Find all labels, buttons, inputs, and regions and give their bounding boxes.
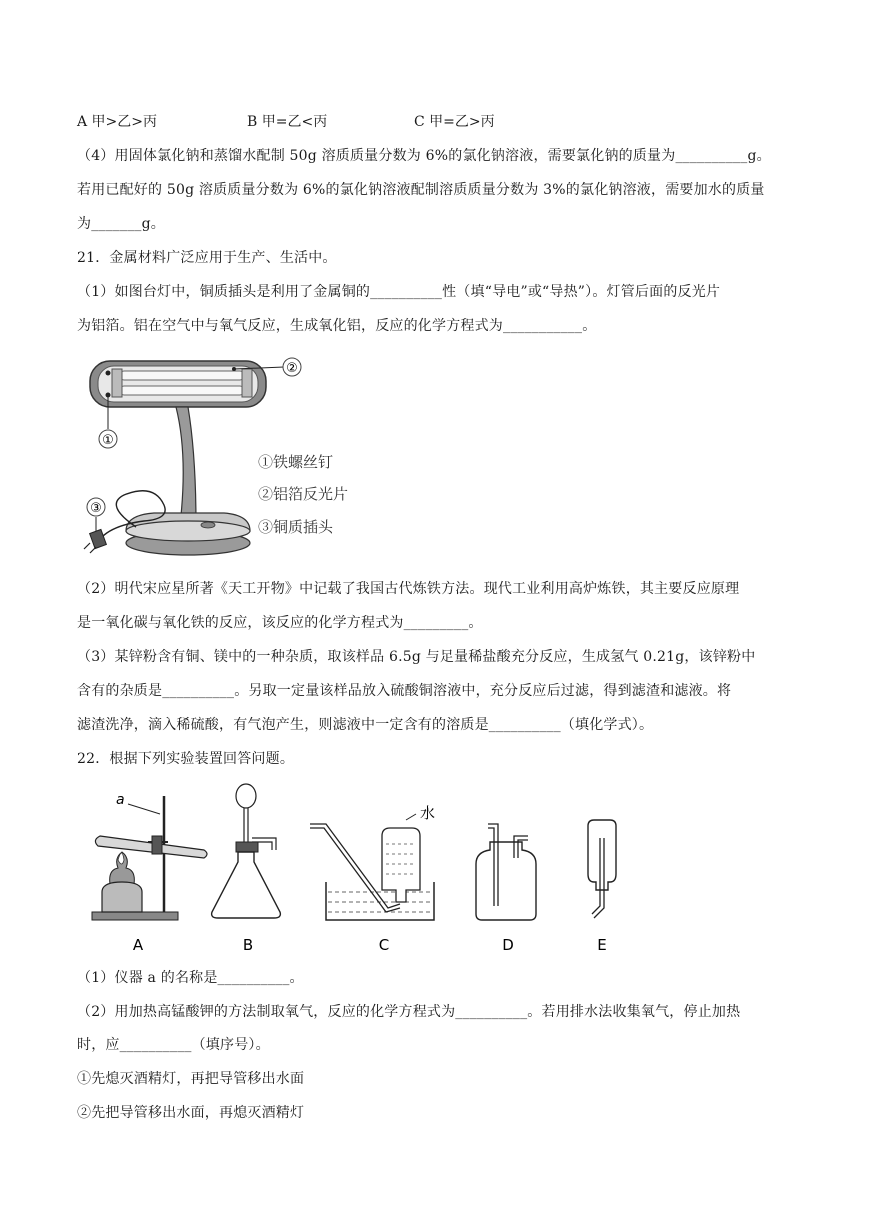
q20-part4-line3: 为_______g。	[77, 216, 165, 232]
q20-option-a: A 甲>乙>丙	[77, 114, 158, 130]
apparatus-e	[588, 820, 616, 954]
q20-option-c: C 甲=乙>丙	[414, 114, 495, 130]
q21-part2-line2: 是一氧化碳与氧化铁的反应，该反应的化学方程式为_________。	[77, 615, 483, 631]
apparatus-d	[476, 824, 536, 954]
q21-title: 21．金属材料广泛应用于生产、生活中。	[77, 250, 337, 266]
q20-part4-line2: 若用已配好的 50g 溶质质量分数为 6%的氯化钠溶液配制溶质质量分数为 3%的氯化钠溶液，需要加水的质量	[77, 182, 765, 198]
lab-apparatus-figure	[88, 778, 648, 958]
lamp-marker-3: ③	[90, 501, 102, 516]
q22-choice-2: ②先把导管移出水面，再熄灭酒精灯	[77, 1105, 305, 1121]
q22-part2-line2: 时，应__________（填序号）。	[77, 1037, 270, 1053]
apparatus-b	[212, 784, 281, 954]
q22-title: 22．根据下列实验装置回答问题。	[77, 751, 295, 767]
desk-lamp-figure	[84, 355, 364, 565]
apparatus-c	[310, 804, 435, 954]
q21-part3-line2: 含有的杂质是__________。另取一定量该样品放入硫酸铜溶液中，充分反应后过滤，得到滤渣和滤液。将	[77, 683, 732, 699]
label-apparatus-B: B	[242, 936, 254, 954]
q21-part3-line1: （3）某锌粉含有铜、镁中的一种杂质，取该样品 6.5g 与足量稀盐酸充分反应，生成氢气 0.21g，该锌粉中	[77, 649, 756, 665]
label-water: 水	[420, 804, 436, 822]
q20-option-b: B 甲=乙<丙	[247, 114, 328, 130]
label-instrument-a: a	[116, 792, 125, 808]
lamp-legend-2: ②铝箔反光片	[258, 485, 349, 503]
q22-part1: （1）仪器 a 的名称是__________。	[77, 970, 304, 986]
lamp-legend-3: ③铜质插头	[258, 518, 334, 536]
label-apparatus-C: C	[378, 936, 390, 954]
lamp-marker-1: ①	[102, 433, 114, 448]
apparatus-a	[92, 792, 207, 954]
q21-part3-line3: 滤渣洗净，滴入稀硫酸，有气泡产生，则滤液中一定含有的溶质是__________（填化学式）。	[77, 717, 654, 733]
label-apparatus-E: E	[597, 936, 607, 954]
q21-part2-line1: （2）明代宋应星所著《天工开物》中记载了我国古代炼铁方法。现代工业利用高炉炼铁，其主要反应原理	[77, 581, 740, 597]
q20-part4-line1: （4）用固体氯化钠和蒸馏水配制 50g 溶质质量分数为 6%的氯化钠溶液，需要氯化钠的质量为__________g。	[77, 148, 771, 164]
q22-part2-line1: （2）用加热高锰酸钾的方法制取氧气，反应的化学方程式为__________。若用排水法收集氧气，停止加热	[77, 1004, 741, 1020]
label-apparatus-D: D	[502, 936, 514, 954]
label-apparatus-A: A	[132, 936, 144, 954]
q21-part1-line1: （1）如图台灯中，铜质插头是利用了金属铜的__________性（填“导电”或“导热”）。灯管后面的反光片	[77, 284, 721, 300]
q21-part1-line2: 为铝箔。铝在空气中与氧气反应，生成氧化铝，反应的化学方程式为___________。	[77, 318, 597, 334]
q22-choice-1: ①先熄灭酒精灯，再把导管移出水面	[77, 1071, 305, 1087]
lamp-marker-2: ②	[286, 361, 298, 376]
lamp-legend-1: ①铁螺丝钉	[258, 453, 334, 471]
